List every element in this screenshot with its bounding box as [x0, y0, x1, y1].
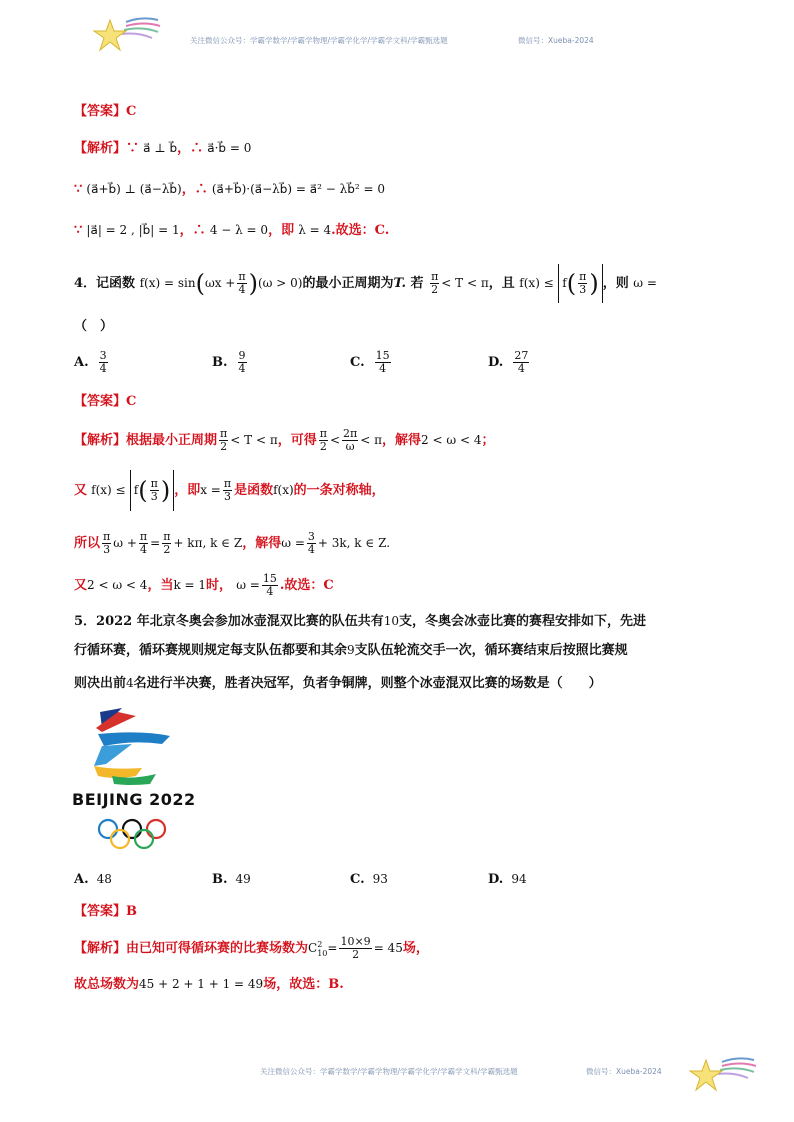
math-expr: 4 − λ = 0 — [209, 223, 269, 237]
option-fraction: $\frac{15}{4}$ — [375, 349, 390, 375]
stem-text: 则决出前 — [74, 676, 127, 691]
option-label: C. — [350, 872, 365, 887]
stem-text: 支队伍轮流交手一次，循环赛结束后按照比赛规 — [354, 643, 628, 658]
math-expr: (a⃗+b⃗) ⊥ (a⃗−λb⃗) — [86, 182, 182, 196]
header — [0, 0, 794, 70]
analysis-label: 【解析】 — [74, 141, 127, 156]
option-label: B. — [212, 872, 228, 887]
stem-text: 若 — [410, 276, 424, 291]
fraction: $\frac{\pi}{3}$ — [103, 530, 111, 556]
q4-stem: 4．记函数 f(x) = sin(ωx + $\frac{\pi}{4}$ )(ω > 0)的最小正周期为T. 若 $\frac{\pi}{2}$ < T < π，且 f(x) ≤ f( $\frac{\pi}{3}$ ) ，则 ω = — [74, 264, 657, 303]
math-expr: < T < π — [441, 276, 489, 290]
math-expr: + kπ, k ∈ Z — [173, 536, 243, 550]
option-label: B. — [212, 355, 228, 370]
analysis-text: 时， — [206, 578, 233, 593]
footer-right-text: 微信号：Xueba-2024 — [586, 1067, 662, 1076]
math-expr: ω + — [113, 536, 137, 550]
option-label: C. — [350, 355, 365, 370]
math-expr: k = 1 — [173, 578, 207, 592]
analysis-text: ，可得 — [277, 433, 317, 448]
option-value: 48 — [96, 872, 112, 886]
header-left-text: 关注微信公众号：学霸学数学/学霸学物理/学霸学化学/学霸学文科/学霸甄选题 — [190, 36, 448, 45]
analysis-text: 又 — [74, 578, 88, 593]
option-value: 94 — [511, 872, 527, 886]
analysis-text: 根据最小正周期 — [126, 433, 218, 448]
q4-option — [212, 350, 249, 375]
fraction: $\frac{\pi}{4}$ — [238, 270, 246, 296]
q4-blank: （ ） — [74, 319, 114, 334]
beijing-2022-logo — [72, 706, 202, 856]
math-expr: ω = — [236, 578, 260, 592]
fraction: $\frac{\pi}{2}$ — [163, 530, 171, 556]
analysis-text: ，当 — [147, 578, 174, 593]
abs-value: f( $\frac{\pi}{3}$ ) — [558, 264, 602, 303]
analysis-text: 是函数 — [234, 483, 274, 498]
therefore-symbol: ，∴ — [181, 182, 208, 197]
fraction: $\frac{10\times 9}{2}$ — [340, 935, 371, 961]
math-expr: ω = — [633, 276, 657, 290]
star-logo-icon — [688, 1054, 758, 1098]
stem-text: ，且 — [488, 276, 515, 291]
therefore-symbol: ，∴ — [179, 223, 206, 238]
q3-answer: 【答案】C — [74, 104, 137, 119]
q4-analysis-line-1: 【解析】根据最小正周期 $\frac{\pi}{2}$ < T < π，可得 $\frac{\pi}{2}$ < $\frac{2\pi}{\omega}$ < π，解得2 < ω < 4； — [74, 427, 495, 453]
math-expr: = 45 — [373, 941, 403, 955]
math-expr: = — [327, 941, 338, 955]
math-expr: 2 < ω < 4 — [87, 578, 148, 592]
q5-option — [74, 872, 112, 887]
option-fraction: $\frac{9}{4}$ — [238, 349, 246, 375]
olympic-rings-icon — [96, 816, 176, 856]
fraction: $\frac{\pi}{4}$ — [139, 530, 148, 556]
analysis-text: 的一条对称轴， — [293, 483, 385, 498]
analysis-text: 故总场数为 — [74, 977, 140, 992]
because-symbol: ∵ — [126, 141, 140, 156]
math-expr: f(x) — [273, 483, 294, 497]
option-value: 49 — [235, 872, 251, 886]
math-expr: 9 — [347, 643, 355, 657]
math-expr: (a⃗+b⃗)·(a⃗−λb⃗) = a⃗² − λb⃗² = 0 — [211, 182, 385, 196]
fraction: $\frac{15}{4}$ — [262, 572, 277, 598]
q5-answer: 【答案】B — [74, 904, 137, 919]
math-expr: x = — [200, 483, 221, 497]
stem-text: 支，冬奥会冰壶比赛的赛程安排如下，先进 — [399, 614, 647, 629]
therefore-symbol: ，∴ — [177, 141, 204, 156]
logo-text: BEIJING 2022 — [72, 790, 196, 809]
math-expr: 10 — [383, 614, 400, 628]
footer-left-text: 关注微信公众号：学霸学数学/学霸学物理/学霸学化学/学霸学文科/学霸甄选题 — [260, 1067, 518, 1076]
math-expr: f(x) ≤ — [519, 276, 554, 290]
math-expr: . — [386, 536, 391, 550]
fraction: $\frac{2\pi}{\omega}$ — [343, 427, 358, 453]
analysis-text: 由已知可得循环赛的比赛场数为 — [126, 941, 309, 956]
header-right-text: 微信号：Xueba-2024 — [518, 36, 594, 45]
analysis-label: 【解析】 — [74, 941, 127, 956]
q5-analysis-line-2 — [74, 975, 344, 994]
fraction: $\frac{\pi}{2}$ — [319, 427, 327, 453]
math-expr: a⃗·b⃗ = 0 — [207, 141, 252, 155]
analysis-text: ，即 — [174, 483, 201, 498]
conclusion-text: .故选：C. — [331, 223, 390, 238]
math-expr: 45 + 2 + 1 + 1 = 49 — [139, 977, 264, 991]
q4-analysis-line-3 — [74, 523, 390, 564]
analysis-text: ，解得 — [382, 433, 422, 448]
math-expr: 4 — [126, 676, 134, 690]
analysis-text: ； — [481, 433, 495, 448]
q5-option — [350, 872, 388, 887]
math-expr: λ = 4 — [298, 223, 332, 237]
math-expr: |a⃗| = 2 , |b⃗| = 1 — [86, 223, 180, 237]
q5-stem-line-2 — [74, 641, 628, 660]
combination: C 2 10 — [308, 939, 328, 958]
math-expr: a⃗ ⊥ b⃗ — [143, 141, 178, 155]
question-number-text: 4．记函数 — [74, 276, 136, 291]
q4-analysis-line-4 — [74, 565, 334, 606]
option-label: A. — [74, 355, 89, 370]
analysis-text: 场， — [402, 941, 429, 956]
stem-text: 的最小正周期为 — [302, 276, 394, 291]
option-label: D. — [488, 355, 504, 370]
stem-text: ，则 — [602, 276, 629, 291]
q3-analysis-line-1 — [74, 139, 251, 158]
stem-variable: T. — [393, 276, 406, 291]
q4-analysis-line-2 — [74, 470, 385, 511]
option-label: A. — [74, 872, 89, 887]
q3-analysis-line-2 — [74, 180, 385, 199]
math-expr: < T < π — [230, 433, 278, 447]
fraction: $\frac{3}{4}$ — [307, 530, 315, 556]
stem-text: 行循环赛，循环赛规则规定每支队伍都要和其余 — [74, 643, 348, 658]
star-logo-icon — [92, 14, 162, 58]
because-symbol: ∵ — [74, 223, 83, 238]
analysis-label: 【解析】 — [74, 433, 127, 448]
q4-option — [350, 350, 393, 375]
option-label: D. — [488, 872, 504, 887]
analysis-text: ，解得 — [242, 536, 282, 551]
q4-answer: 【答案】C — [74, 394, 137, 409]
fraction: $\frac{\pi}{2}$ — [431, 270, 439, 296]
because-symbol: ∵ — [74, 182, 83, 197]
q3-analysis-line-3 — [74, 221, 389, 240]
footer — [0, 1050, 794, 1122]
analysis-text: 所以 — [74, 536, 101, 551]
conclusion-text: .故选：C — [279, 578, 334, 593]
option-value: 93 — [372, 872, 388, 886]
math-expr: + 3k, k ∈ Z — [317, 536, 387, 550]
q5-analysis-line-1 — [74, 932, 429, 965]
fraction: $\frac{\pi}{2}$ — [220, 427, 228, 453]
q4-option — [488, 350, 531, 375]
connector-text: ，即 — [268, 223, 295, 238]
q5-stem-line-3 — [74, 674, 602, 693]
q5-option — [212, 872, 251, 887]
conclusion-text: 场，故选：B. — [263, 977, 344, 992]
math-expr: (ω > 0) — [257, 276, 303, 290]
math-expr: f(x) ≤ — [91, 483, 126, 497]
option-fraction: $\frac{3}{4}$ — [99, 349, 107, 375]
math-expr: ω = — [281, 536, 305, 550]
stem-text: 名进行半决赛，胜者决冠军，负者争铜牌，则整个冰壶混双比赛的场数是（ ） — [133, 676, 602, 691]
fraction: $\frac{\pi}{3}$ — [223, 477, 232, 503]
analysis-text: 又 — [74, 483, 88, 498]
option-fraction: $\frac{27}{4}$ — [514, 349, 529, 375]
math-expr: f(x) = sin — [139, 276, 196, 290]
q5-option — [488, 872, 527, 887]
q4-option — [74, 350, 110, 375]
q5-stem-line-1 — [74, 612, 646, 631]
abs-value: f( $\frac{\pi}{3}$ ) — [130, 470, 174, 511]
math-expr: < π — [360, 433, 383, 447]
stem-text: 5．2022 年北京冬奥会参加冰壶混双比赛的队伍共有 — [74, 614, 384, 629]
math-expr: 2 < ω < 4 — [421, 433, 482, 447]
math-expr: = — [150, 536, 161, 550]
math-expr: ωx + — [204, 276, 236, 290]
